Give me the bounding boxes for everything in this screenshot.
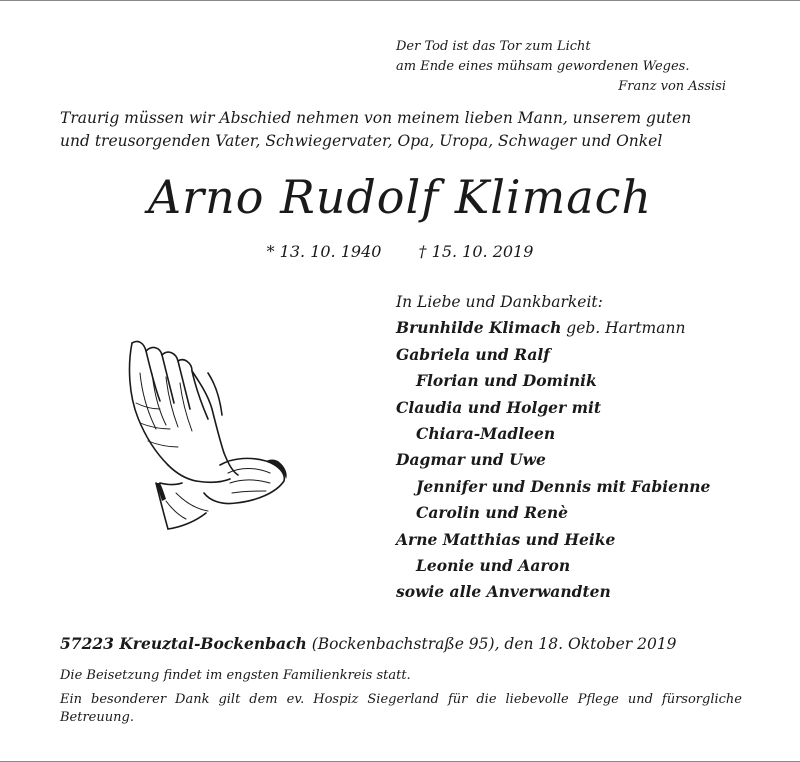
intro-line-1: Traurig müssen wir Abschied nehmen von meinem lieben Mann, unserem guten: [60, 109, 692, 127]
intro-line-2: und treusorgenden Vater, Schwiegervater, Opa, Uropa, Schwager und Onkel: [60, 132, 663, 150]
spouse-maiden-name: geb. Hartmann: [561, 319, 686, 338]
family-heading: In Liebe und Dankbarkeit:: [396, 293, 603, 311]
family-row: Gabriela und Ralf: [396, 344, 550, 364]
life-dates: [0, 241, 800, 263]
quote-author: Franz von Assisi: [618, 79, 726, 94]
praying-hands-icon: [116, 333, 296, 533]
family-row: Florian und Dominik: [416, 371, 597, 391]
family-row: Arne Matthias und Heike: [396, 529, 616, 549]
deceased-name: Arno Rudolf Klimach: [147, 170, 653, 224]
family-row: Carolin und Renè: [416, 503, 568, 523]
place-and-date: [60, 633, 780, 655]
family-row: Claudia und Holger mit: [396, 397, 602, 417]
family-row: Leonie und Aaron: [416, 556, 571, 576]
family-row: Dagmar und Uwe: [396, 450, 546, 470]
address-and-date: (Bockenbachstraße 95), den 18. Oktober 2019: [306, 635, 677, 653]
thanks-note: Ein besonderer Dank gilt dem ev. Hospiz Siegerland für die liebevolle Pflege und fürsorgliche Betreuung.: [60, 692, 742, 725]
family-list: [396, 289, 766, 606]
spouse-line: [396, 315, 766, 341]
family-row: sowie alle Anverwandten: [396, 582, 611, 602]
postcode-city: 57223 Kreuztal-Bockenbach: [60, 634, 307, 653]
family-row: Chiara-Madleen: [416, 424, 556, 444]
quote-line-1: Der Tod ist das Tor zum Licht: [396, 39, 591, 54]
quote-line-2: am Ende eines mühsam gewordenen Weges.: [396, 59, 690, 74]
intro-text: [60, 107, 750, 153]
family-row: Jennifer und Dennis mit Fabienne: [416, 476, 711, 496]
spouse-name: Brunhilde Klimach: [396, 318, 562, 338]
death-date: † 15. 10. 2019: [418, 242, 534, 261]
funeral-note: Die Beisetzung findet im engsten Familienkreis statt.: [60, 668, 411, 683]
notes: [60, 667, 742, 733]
birth-date: * 13. 10. 1940: [266, 242, 382, 261]
epigraph-quote: [396, 37, 756, 97]
